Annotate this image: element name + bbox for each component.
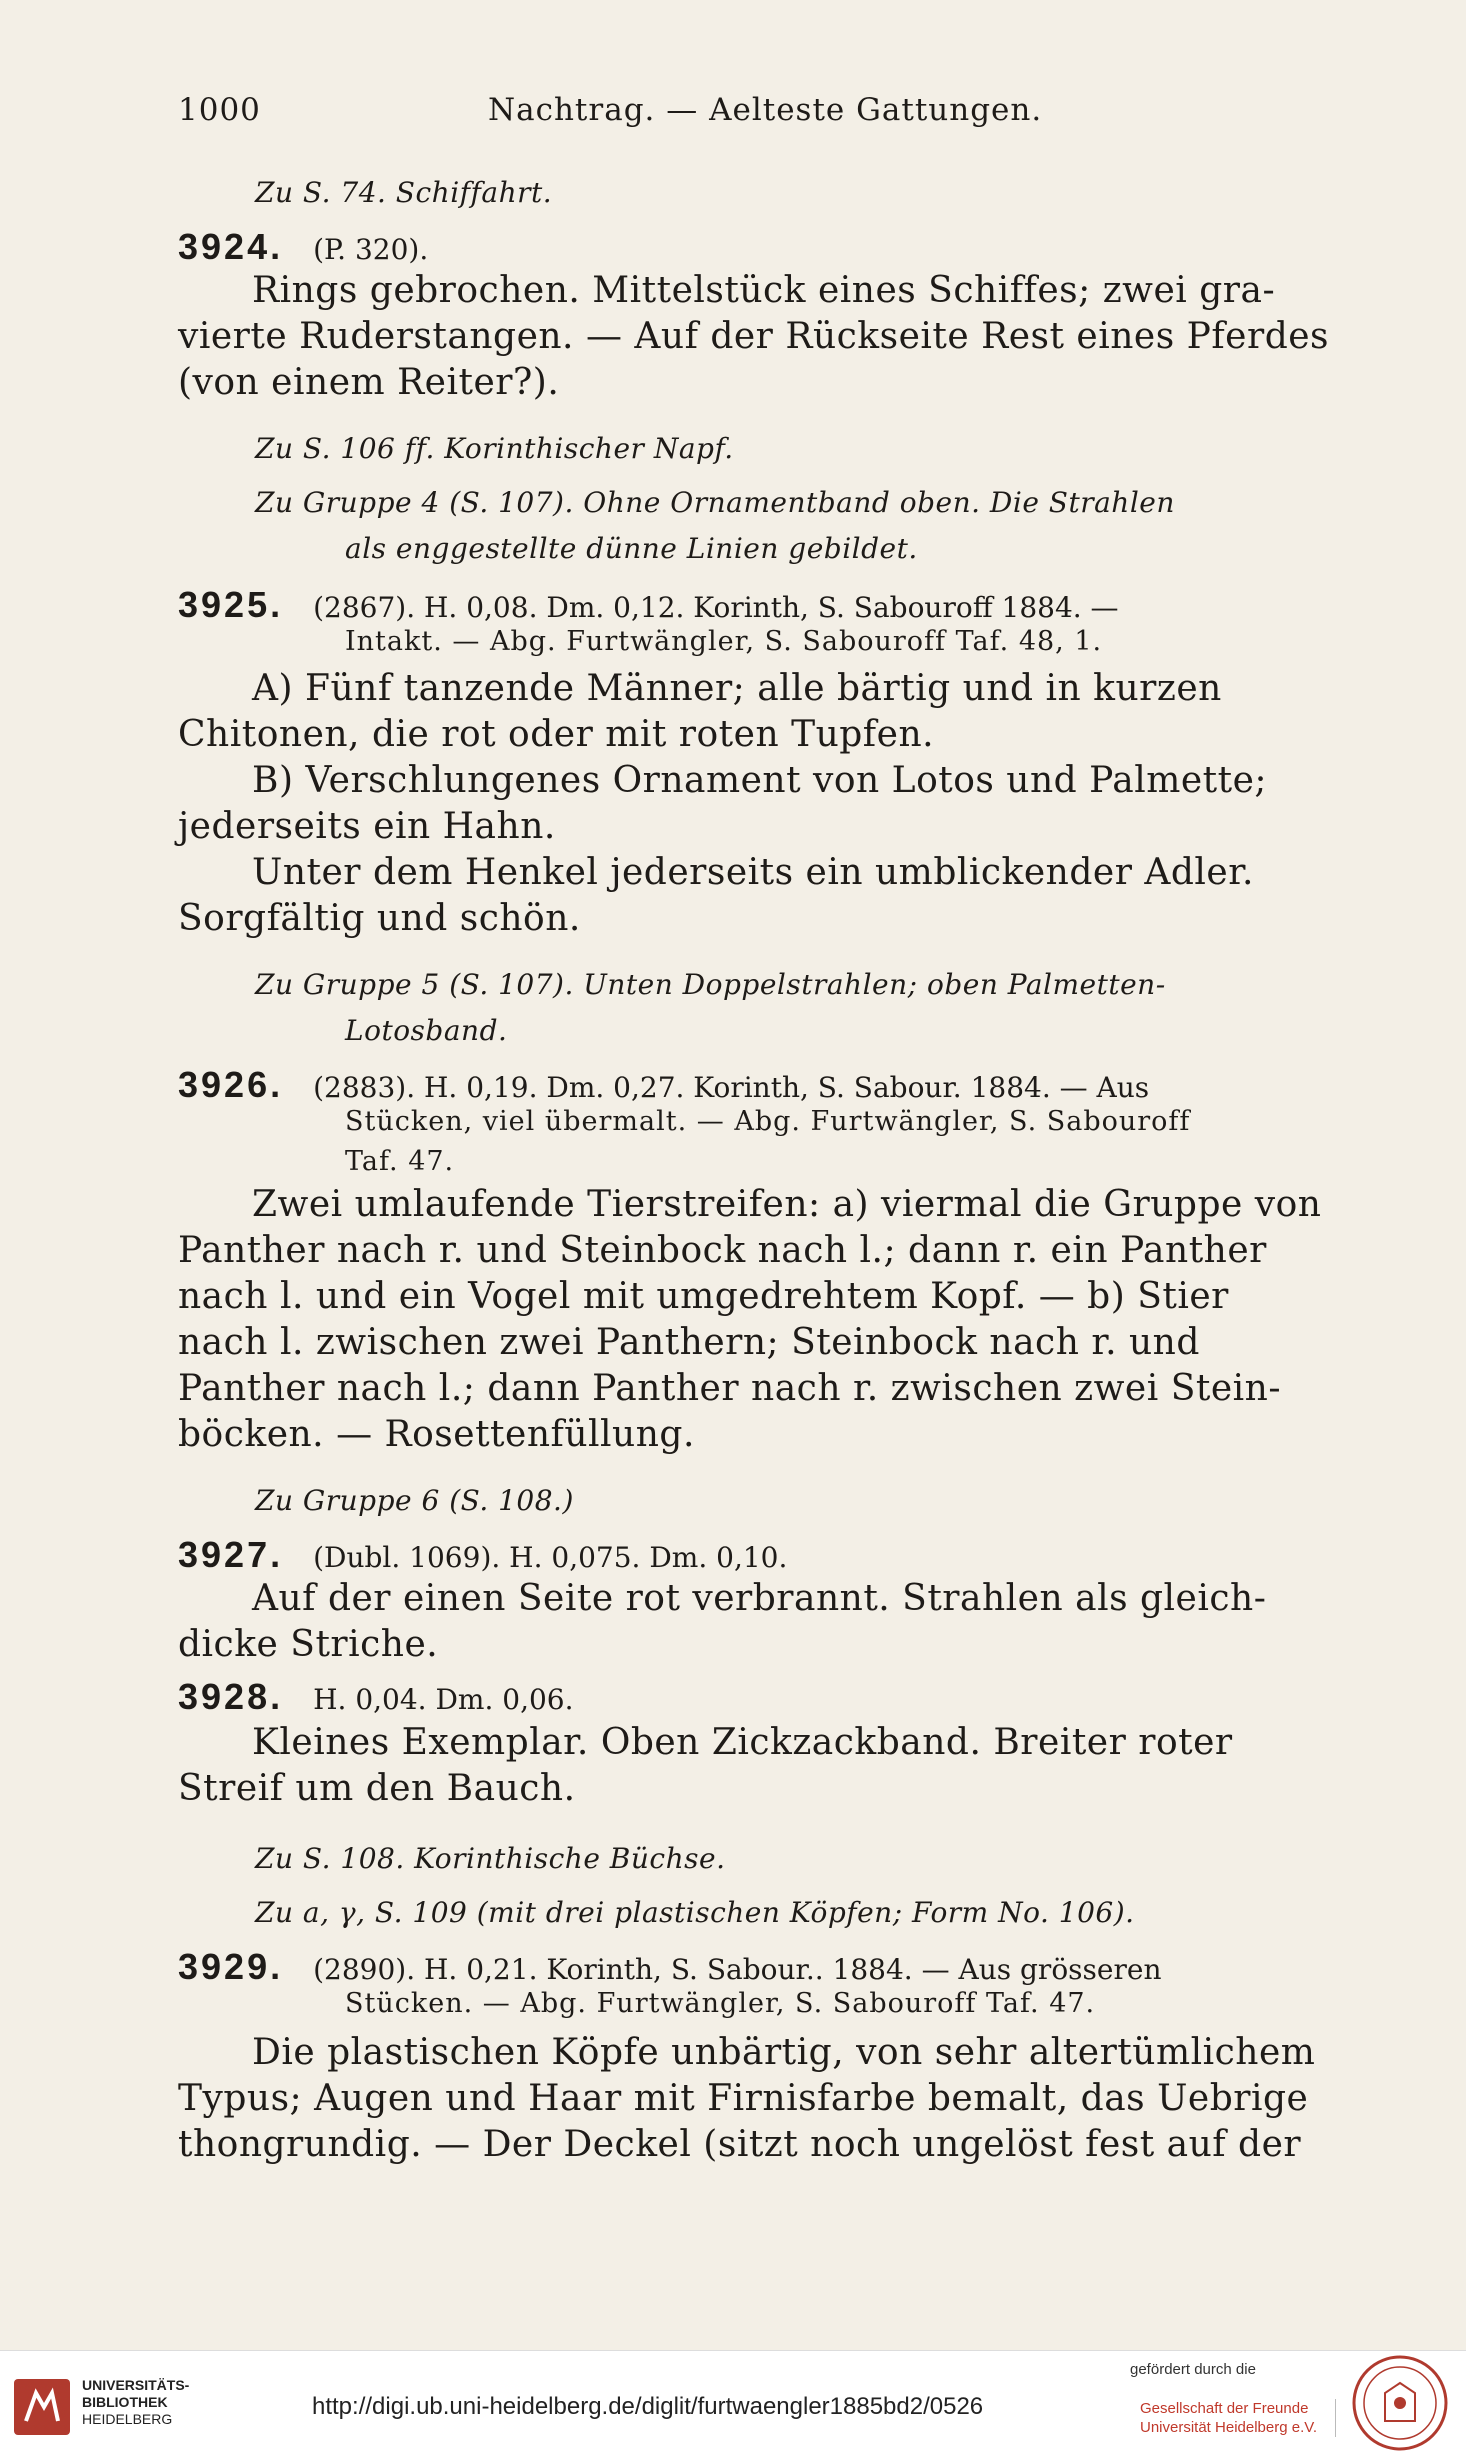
section-heading: Zu Gruppe 5 (S. 107). Unten Doppelstrahlen; oben Palmetten- bbox=[255, 968, 1166, 1001]
text-line: Kleines Exemplar. Oben Zickzackband. Breiter roter bbox=[252, 1722, 1233, 1763]
entry-meta-cont: Intakt. — Abg. Furtwängler, S. Sabouroff Taf. 48, 1. bbox=[345, 626, 1103, 657]
funded-by-label: gefördert durch die bbox=[1130, 2361, 1256, 2378]
section-heading-cont: Lotosband. bbox=[345, 1014, 508, 1047]
entry-meta: (Dubl. 1069). H. 0,075. Dm. 0,10. bbox=[313, 1541, 788, 1574]
entry-meta: (P. 320). bbox=[313, 233, 429, 266]
entry-3929-header bbox=[178, 1946, 1161, 1988]
entry-meta-cont: Stücken, viel übermalt. — Abg. Furtwängler, S. Sabouroff bbox=[345, 1106, 1191, 1137]
text-line: A) Fünf tanzende Männer; alle bärtig und in kurzen bbox=[252, 668, 1222, 709]
text-line: dicke Striche. bbox=[178, 1624, 439, 1665]
entry-number: 3926. bbox=[178, 1064, 284, 1105]
text-line: Rings gebrochen. Mittelstück eines Schiffes; zwei gra- bbox=[252, 270, 1276, 311]
university-seal-icon bbox=[1350, 2353, 1450, 2453]
section-heading: Zu a, γ, S. 109 (mit drei plastischen Köpfen; Form No. 106). bbox=[255, 1896, 1135, 1929]
permalink-link[interactable]: http://digi.ub.uni-heidelberg.de/diglit/furtwaengler1885bd2/0526 bbox=[312, 2393, 984, 2420]
entry-number: 3925. bbox=[178, 584, 284, 625]
text-line: Auf der einen Seite rot verbrannt. Strahlen als gleich- bbox=[252, 1578, 1267, 1619]
digitization-footer bbox=[0, 2350, 1466, 2457]
society-name: Gesellschaft der Freunde Universität Heidelberg e.V. bbox=[1140, 2399, 1336, 2437]
entry-meta: (2867). H. 0,08. Dm. 0,12. Korinth, S. Sabouroff 1884. — bbox=[313, 591, 1119, 624]
text-line: jederseits ein Hahn. bbox=[178, 806, 556, 847]
entry-number: 3924. bbox=[178, 226, 284, 267]
text-line: (von einem Reiter?). bbox=[178, 362, 560, 403]
text-line: vierte Ruderstangen. — Auf der Rückseite Rest eines Pferdes bbox=[178, 316, 1330, 357]
text-line: Unter dem Henkel jederseits ein umblickender Adler. bbox=[252, 852, 1254, 893]
page-number: 1000 bbox=[178, 92, 261, 128]
entry-meta: H. 0,04. Dm. 0,06. bbox=[313, 1683, 574, 1716]
entry-number: 3928. bbox=[178, 1676, 284, 1717]
running-title: Nachtrag. — Aelteste Gattungen. bbox=[488, 92, 1043, 128]
text-line: B) Verschlungenes Ornament von Lotos und Palmette; bbox=[252, 760, 1268, 801]
text-line: Die plastischen Köpfe unbärtig, von sehr altertümlichem bbox=[252, 2032, 1316, 2073]
entry-meta-cont: Stücken. — Abg. Furtwängler, S. Sabouroff Taf. 47. bbox=[345, 1988, 1096, 2019]
text-line: böcken. — Rosettenfüllung. bbox=[178, 1414, 695, 1455]
section-heading: Zu S. 106 ff. Korinthischer Napf. bbox=[255, 432, 734, 465]
section-heading: Zu Gruppe 4 (S. 107). Ohne Ornamentband oben. Die Strahlen bbox=[255, 486, 1175, 519]
text-line: Panther nach r. und Steinbock nach l.; dann r. ein Panther bbox=[178, 1230, 1267, 1271]
entry-number: 3929. bbox=[178, 1946, 284, 1987]
entry-meta-cont: Taf. 47. bbox=[345, 1146, 455, 1177]
entry-number: 3927. bbox=[178, 1534, 284, 1575]
entry-3924-header bbox=[178, 226, 428, 268]
entry-meta: (2890). H. 0,21. Korinth, S. Sabour.. 1884. — Aus grösseren bbox=[313, 1953, 1162, 1986]
text-line: thongrundig. — Der Deckel (sitzt noch ungelöst fest auf der bbox=[178, 2124, 1302, 2165]
text-line: Streif um den Bauch. bbox=[178, 1768, 576, 1809]
text-line: nach l. zwischen zwei Panthern; Steinbock nach r. und bbox=[178, 1322, 1200, 1363]
text-line: Chitonen, die rot oder mit roten Tupfen. bbox=[178, 714, 935, 755]
entry-3926-header bbox=[178, 1064, 1149, 1106]
entry-3928-header bbox=[178, 1676, 574, 1718]
section-heading: Zu S. 74. Schiffahrt. bbox=[255, 176, 553, 209]
entry-3927-header bbox=[178, 1534, 787, 1576]
section-heading: Zu Gruppe 6 (S. 108.) bbox=[255, 1484, 574, 1517]
library-logo-icon bbox=[12, 2377, 72, 2437]
section-heading-cont: als enggestellte dünne Linien gebildet. bbox=[345, 532, 918, 565]
entry-meta: (2883). H. 0,19. Dm. 0,27. Korinth, S. Sabour. 1884. — Aus bbox=[313, 1071, 1150, 1104]
text-line: nach l. und ein Vogel mit umgedrehtem Kopf. — b) Stier bbox=[178, 1276, 1229, 1317]
text-line: Sorgfältig und schön. bbox=[178, 898, 581, 939]
running-header bbox=[178, 92, 1358, 128]
text-line: Panther nach l.; dann Panther nach r. zwischen zwei Stein- bbox=[178, 1368, 1281, 1409]
section-heading: Zu S. 108. Korinthische Büchse. bbox=[255, 1842, 726, 1875]
text-line: Typus; Augen und Haar mit Firnisfarbe bemalt, das Uebrige bbox=[178, 2078, 1309, 2119]
entry-3925-header bbox=[178, 584, 1119, 626]
text-line: Zwei umlaufende Tierstreifen: a) viermal die Gruppe von bbox=[252, 1184, 1322, 1225]
library-name: UNIVERSITÄTS- BIBLIOTHEK HEIDELBERG bbox=[82, 2377, 190, 2427]
